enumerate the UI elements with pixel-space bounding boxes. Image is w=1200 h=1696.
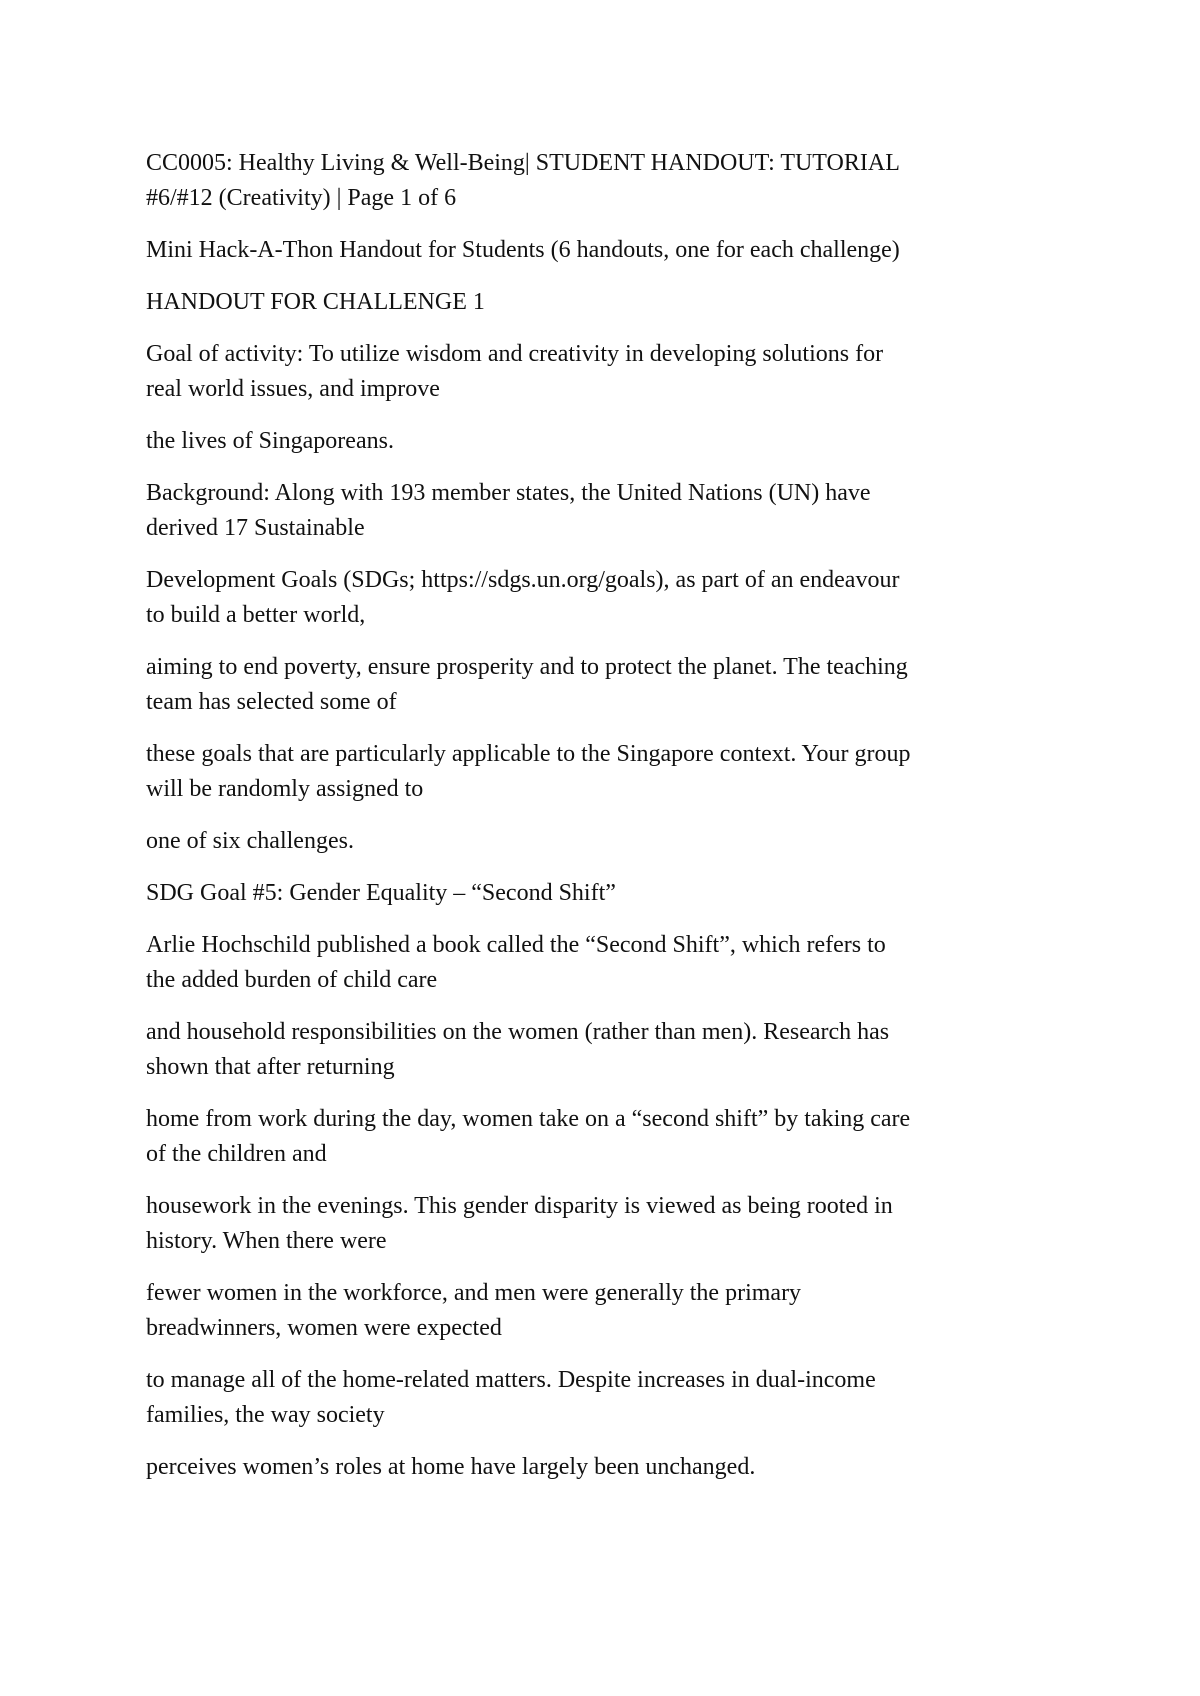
hochschild-line-1: Arlie Hochschild published a book called the “Second Shift”, which refers to <box>146 932 886 958</box>
sdg-line-1: Development Goals (SDGs; https://sdgs.un.org/goals), as part of an endeavour <box>146 567 900 593</box>
context-line-1: these goals that are particularly applicable to the Singapore context. Your group <box>146 741 911 767</box>
header-line-2: #6/#12 (Creativity) | Page 1 of 6 <box>146 185 457 211</box>
dual-income-line-1: to manage all of the home-related matters. Despite increases in dual-income <box>146 1367 876 1393</box>
housework-line-1: housework in the evenings. This gender disparity is viewed as being rooted in <box>146 1193 893 1219</box>
poverty-line-2: team has selected some of <box>146 689 397 715</box>
household-line-1: and household responsibilities on the women (rather than men). Research has <box>146 1019 890 1045</box>
goal-line-1: Goal of activity: To utilize wisdom and creativity in developing solutions for <box>146 341 884 367</box>
workforce-line-1: fewer women in the workforce, and men were generally the primary <box>146 1280 802 1306</box>
background-paragraph <box>146 476 1076 546</box>
goal-continuation-paragraph <box>146 424 1076 459</box>
sdg-line-2: to build a better world, <box>146 602 366 628</box>
hochschild-line-2: the added burden of child care <box>146 967 438 993</box>
background-line-1: Background: Along with 193 member states, the United Nations (UN) have <box>146 480 871 506</box>
poverty-paragraph <box>146 650 1076 720</box>
header-paragraph <box>146 146 1076 216</box>
dual-income-paragraph <box>146 1363 1076 1433</box>
home-work-line-2: of the children and <box>146 1141 327 1167</box>
context-line-2: will be randomly assigned to <box>146 776 424 802</box>
document-body <box>146 146 1076 1502</box>
home-work-line-1: home from work during the day, women take on a “second shift” by taking care <box>146 1106 911 1132</box>
challenges-paragraph <box>146 824 1076 859</box>
sdg-paragraph <box>146 563 1076 633</box>
background-line-2: derived 17 Sustainable <box>146 515 365 541</box>
subtitle-line: Mini Hack-A-Thon Handout for Students (6 handouts, one for each challenge) <box>146 237 900 263</box>
home-work-paragraph <box>146 1102 1076 1172</box>
roles-paragraph <box>146 1450 1076 1485</box>
goal-line-2: real world issues, and improve <box>146 376 440 402</box>
roles-line: perceives women’s roles at home have largely been unchanged. <box>146 1454 756 1480</box>
dual-income-line-2: families, the way society <box>146 1402 385 1428</box>
sdg-goal-heading-line: SDG Goal #5: Gender Equality – “Second Shift” <box>146 880 616 906</box>
subtitle-paragraph <box>146 233 1076 268</box>
hochschild-paragraph <box>146 928 1076 998</box>
poverty-line-1: aiming to end poverty, ensure prosperity and to protect the planet. The teaching <box>146 654 908 680</box>
household-paragraph <box>146 1015 1076 1085</box>
workforce-line-2: breadwinners, women were expected <box>146 1315 502 1341</box>
housework-paragraph <box>146 1189 1076 1259</box>
goal-paragraph <box>146 337 1076 407</box>
header-line-1: CC0005: Healthy Living & Well-Being| STUDENT HANDOUT: TUTORIAL <box>146 150 900 176</box>
context-paragraph <box>146 737 1076 807</box>
challenge-heading-line: HANDOUT FOR CHALLENGE 1 <box>146 289 485 315</box>
challenge-heading <box>146 285 1076 320</box>
workforce-paragraph <box>146 1276 1076 1346</box>
challenges-line: one of six challenges. <box>146 828 354 854</box>
housework-line-2: history. When there were <box>146 1228 387 1254</box>
sdg-goal-heading <box>146 876 1076 911</box>
household-line-2: shown that after returning <box>146 1054 395 1080</box>
goal-continuation-line: the lives of Singaporeans. <box>146 428 394 454</box>
